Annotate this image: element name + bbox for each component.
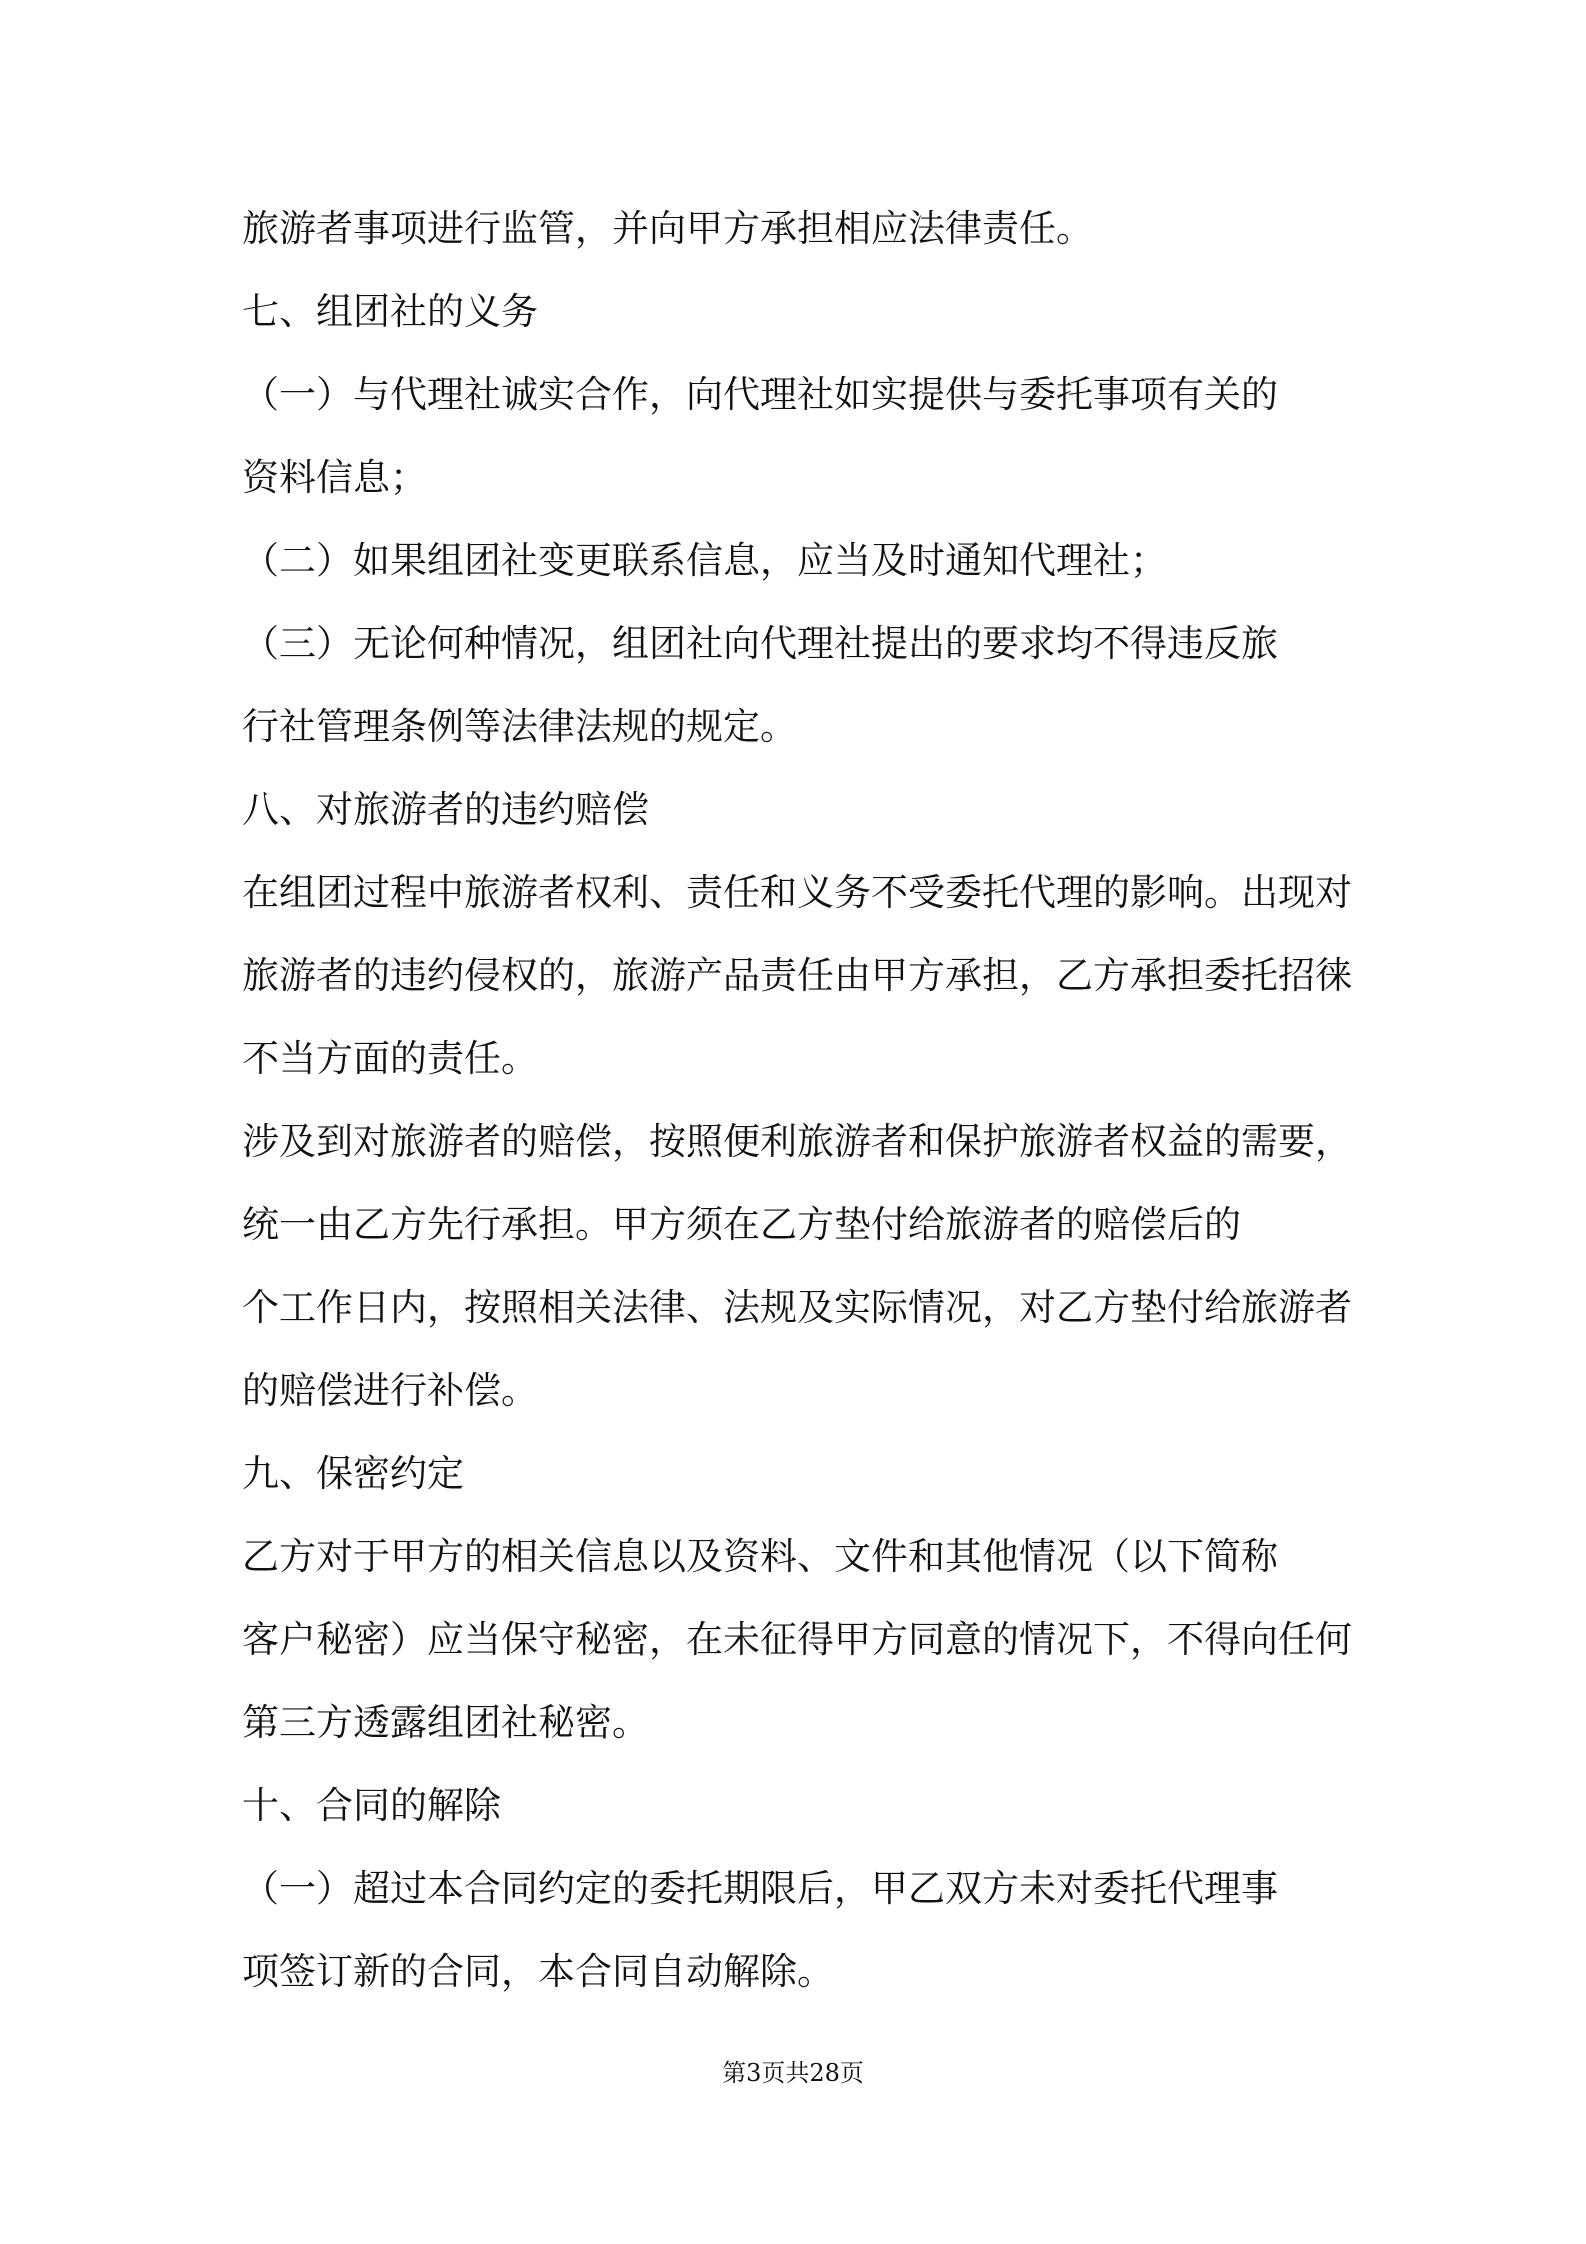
section-heading-8: 八、对旅游者的违约赔偿 xyxy=(242,788,649,831)
paragraph-line: 个工作日内，按照相关法律、法规及实际情况，对乙方垫付给旅游者 xyxy=(242,1286,1352,1329)
section-heading-10: 十、合同的解除 xyxy=(242,1784,501,1827)
paragraph-line: 旅游者的违约侵权的，旅游产品责任由甲方承担，乙方承担委托招徕 xyxy=(242,954,1352,997)
page-number-footer: 第3页共28页 xyxy=(722,2059,864,2087)
paragraph-line: 乙方对于甲方的相关信息以及资料、文件和其他情况（以下简称 xyxy=(242,1535,1278,1578)
paragraph-line: 第三方透露组团社秘密。 xyxy=(242,1701,649,1744)
paragraph-line: 的赔偿进行补偿。 xyxy=(242,1369,538,1412)
paragraph-line: 项签订新的合同，本合同自动解除。 xyxy=(242,1950,834,1993)
paragraph-line: 在组团过程中旅游者权利、责任和义务不受委托代理的影响。出现对 xyxy=(242,871,1352,914)
paragraph-line: 涉及到对旅游者的赔偿，按照便利旅游者和保护旅游者权益的需要， xyxy=(242,1120,1352,1163)
section-heading-9: 九、保密约定 xyxy=(242,1452,464,1495)
paragraph-line: 统一由乙方先行承担。甲方须在乙方垫付给旅游者的赔偿后的 xyxy=(242,1203,1241,1246)
paragraph-line: 资料信息； xyxy=(242,456,427,499)
section-heading-7: 七、组团社的义务 xyxy=(242,290,538,333)
paragraph-line: （一）超过本合同约定的委托期限后，甲乙双方未对委托代理事 xyxy=(242,1867,1278,1910)
paragraph-line: 不当方面的责任。 xyxy=(242,1037,538,1080)
paragraph-line: （二）如果组团社变更联系信息，应当及时通知代理社； xyxy=(242,539,1167,582)
paragraph-line: 行社管理条例等法律法规的规定。 xyxy=(242,705,797,748)
paragraph-line: 客户秘密）应当保守秘密，在未征得甲方同意的情况下，不得向任何 xyxy=(242,1618,1352,1661)
paragraph-line: （三）无论何种情况，组团社向代理社提出的要求均不得违反旅 xyxy=(242,622,1278,665)
paragraph-line: （一）与代理社诚实合作，向代理社如实提供与委托事项有关的 xyxy=(242,373,1278,416)
paragraph-line: 旅游者事项进行监管，并向甲方承担相应法律责任。 xyxy=(242,207,1093,250)
